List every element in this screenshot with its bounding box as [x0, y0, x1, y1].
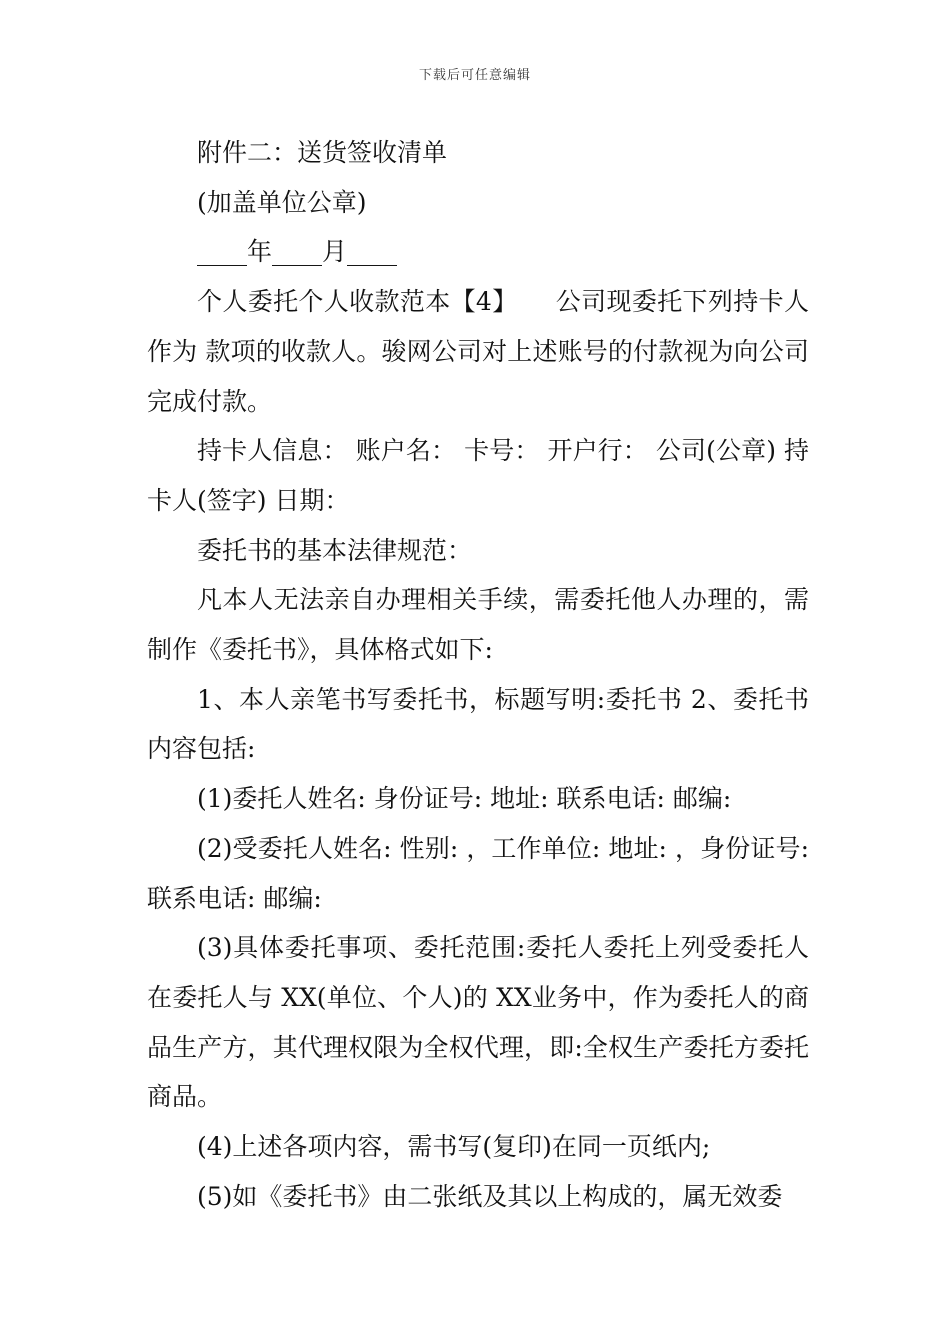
page-header-note: 下载后可任意编辑	[418, 68, 531, 83]
paragraph-attachment-title: 附件二：送货签收清单	[197, 138, 448, 167]
paragraph-stamp-note: (加盖单位公章)	[197, 187, 367, 217]
paragraph-item-scope: (3)具体委托事项、委托范围:委托人委托上列受委托人在委托人与 XX(单位、个人)的 XX业务中，作为委托人的商品生产方，其代理权限为全权代理，即:全权生产委托方委托商品。	[147, 933, 809, 1112]
paragraph-date-line: ____年____月____	[197, 237, 398, 267]
paragraph-legal-norms-heading: 委托书的基本法律规范：	[197, 535, 473, 565]
paragraph-item-principal: (1)委托人姓名: 身份证号: 地址: 联系电话: 邮编:	[197, 784, 732, 814]
paragraph-item-agent: (2)受委托人姓名: 性别: ，工作单位: 地址: ，身份证号: 联系电话: 邮编:	[147, 833, 809, 913]
paragraph-sample-intro: 个人委托个人收款范本【4】 公司现委托下列持卡人作为 款项的收款人。骏网公司对上述账号的付款视为向公司完成付款。	[147, 287, 809, 416]
paragraph-item-1: 1、本人亲笔书写委托书，标题写明:委托书 2、委托书内容包括:	[147, 684, 809, 764]
paragraph-item-invalid: (5)如《委托书》由二张纸及其以上构成的，属无效委	[197, 1181, 783, 1211]
paragraph-cardholder-info: 持卡人信息： 账户名： 卡号： 开户行： 公司(公章) 持卡人(签字) 日期：	[147, 436, 809, 515]
paragraph-item-same-page: (4)上述各项内容，需书写(复印)在同一页纸内;	[197, 1132, 711, 1162]
paragraph-delegation-intro: 凡本人无法亲自办理相关手续，需委托他人办理的，需制作《委托书》，具体格式如下:	[147, 585, 809, 665]
document-body	[147, 128, 809, 1221]
